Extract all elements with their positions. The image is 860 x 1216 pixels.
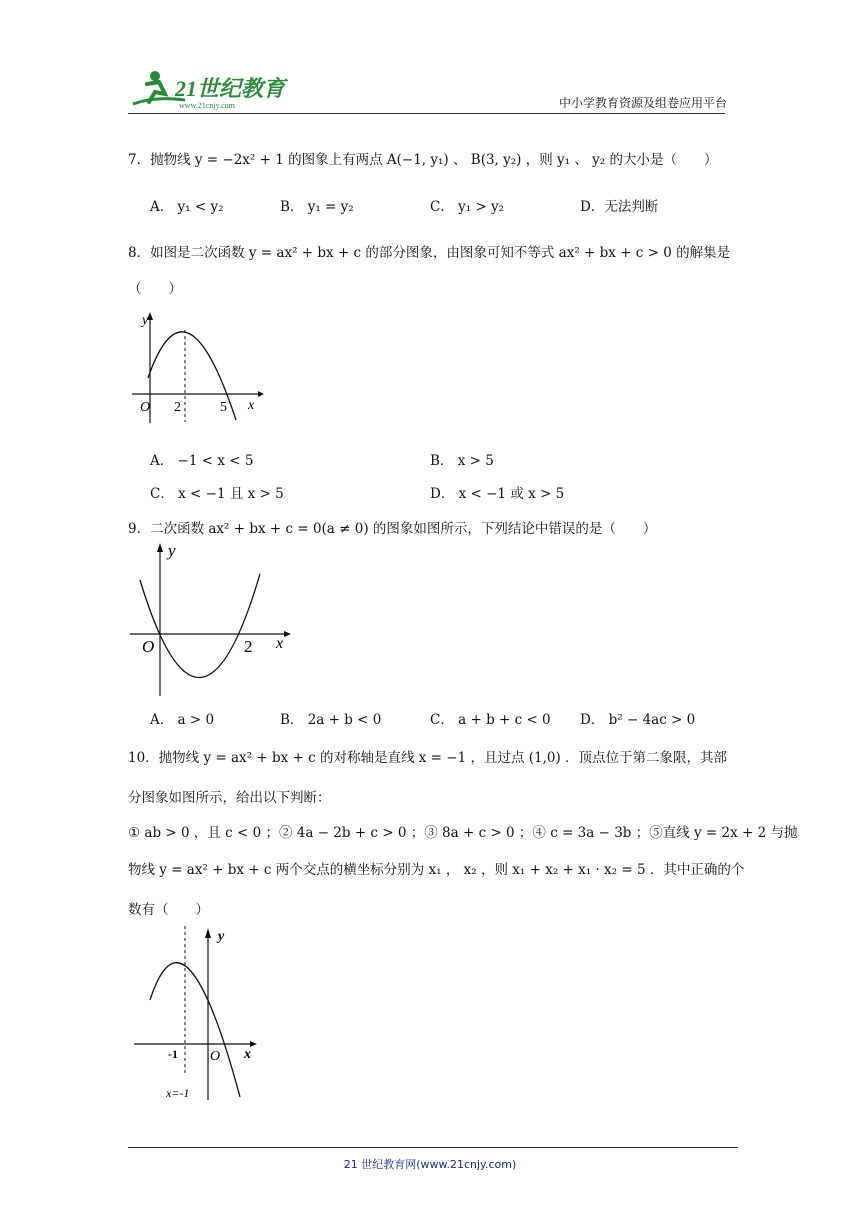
q10-line1: 10．抛物线 y = ax² + bx + c 的对称轴是直线 x = −1 ，且过点 (1,0) ．顶点位于第二象限，其部: [128, 750, 728, 766]
q7-option-c: C． y₁ > y₂: [430, 199, 505, 215]
q7-stem: 7．抛物线 y = −2x² + 1 的图象上有两点 A(−1, y₁) 、 B(3, y₂) ，则 y₁ 、 y₂ 的大小是（ ）: [128, 152, 718, 168]
q10-x-arrow-icon: [250, 1041, 257, 1047]
q9-origin-label: O: [142, 637, 155, 656]
q10-tick-minus1: -1: [168, 1047, 178, 1061]
footer-text[interactable]: 21 世纪教育网(www.21cnjy.com): [343, 1158, 517, 1171]
q9-parabola: [140, 574, 260, 678]
q7-option-d: D．无法判断: [580, 199, 659, 215]
q8-stem-line2: （ ）: [128, 281, 182, 297]
q10-line5: 数有（ ）: [128, 902, 209, 918]
q8-graph: [128, 308, 268, 428]
q10-y-arrow-icon: [205, 928, 211, 938]
q9-graph: [126, 538, 296, 700]
footer-divider: [128, 1147, 738, 1148]
q9-x-arrow-icon: [284, 631, 291, 637]
q10-line3: ① ab > 0 ，且 c < 0 ；② 4a − 2b + c > 0 ；③ 8a + c > 0 ；④ c = 3a − 3b ；⑤直线 y = 2x + 2 与抛: [128, 825, 798, 841]
q8-origin-label: O: [140, 400, 151, 415]
logo-text: 21世纪教育: [175, 76, 286, 101]
q10-origin-label: O: [210, 1049, 221, 1064]
q8-option-c: C． x < −1 且 x > 5: [150, 486, 284, 502]
header-platform-text: 中小学教育资源及组卷应用平台: [558, 96, 727, 110]
logo-url: www.21cnjy.com: [179, 101, 235, 110]
q10-x-label: x: [244, 1047, 251, 1062]
q8-tick-5: 5: [220, 400, 227, 415]
q9-y-arrow-icon: [157, 543, 163, 552]
q8-x-label: x: [248, 398, 255, 413]
q9-option-d: D． b² − 4ac > 0: [580, 712, 696, 728]
q8-y-label: y: [142, 313, 149, 328]
q10-line4: 物线 y = ax² + bx + c 两个交点的横坐标分别为 x₁ ， x₂ ，则 x₁ + x₂ + x₁ · x₂ = 5 ．其中正确的个: [128, 862, 745, 878]
q9-x-label: x: [276, 635, 284, 652]
q7-option-b: B． y₁ = y₂: [280, 199, 354, 215]
q10-parabola: [150, 963, 240, 1097]
q9-option-c: C． a + b + c < 0: [430, 712, 551, 728]
q9-option-a: A． a > 0: [150, 712, 215, 728]
q8-option-d: D． x < −1 或 x > 5: [430, 486, 565, 502]
q8-stem-line1: 8．如图是二次函数 y = ax² + bx + c 的部分图象，由图象可知不等式 ax² + bx + c > 0 的解集是: [128, 245, 731, 261]
q9-stem: 9．二次函数 ax² + bx + c = 0(a ≠ 0) 的图象如图所示，下列结论中错误的是（ ）: [128, 521, 657, 537]
header-divider: [128, 113, 725, 114]
q10-y-label: y: [218, 929, 225, 944]
q9-tick-2: 2: [244, 637, 253, 656]
q8-x-arrow-icon: [258, 391, 264, 397]
q10-symmetry-label: x=-1: [166, 1086, 190, 1100]
q8-option-a: A． −1 < x < 5: [150, 453, 254, 469]
q8-tick-2: 2: [174, 400, 181, 415]
q9-y-label: y: [168, 541, 176, 560]
site-logo: [125, 66, 295, 112]
q10-line2: 分图象如图所示，给出以下判断：: [128, 790, 331, 806]
q7-option-a: A． y₁ < y₂: [150, 199, 224, 215]
q10-graph: [130, 922, 262, 1102]
q9-option-b: B． 2a + b < 0: [280, 712, 382, 728]
q8-option-b: B． x > 5: [430, 453, 494, 469]
